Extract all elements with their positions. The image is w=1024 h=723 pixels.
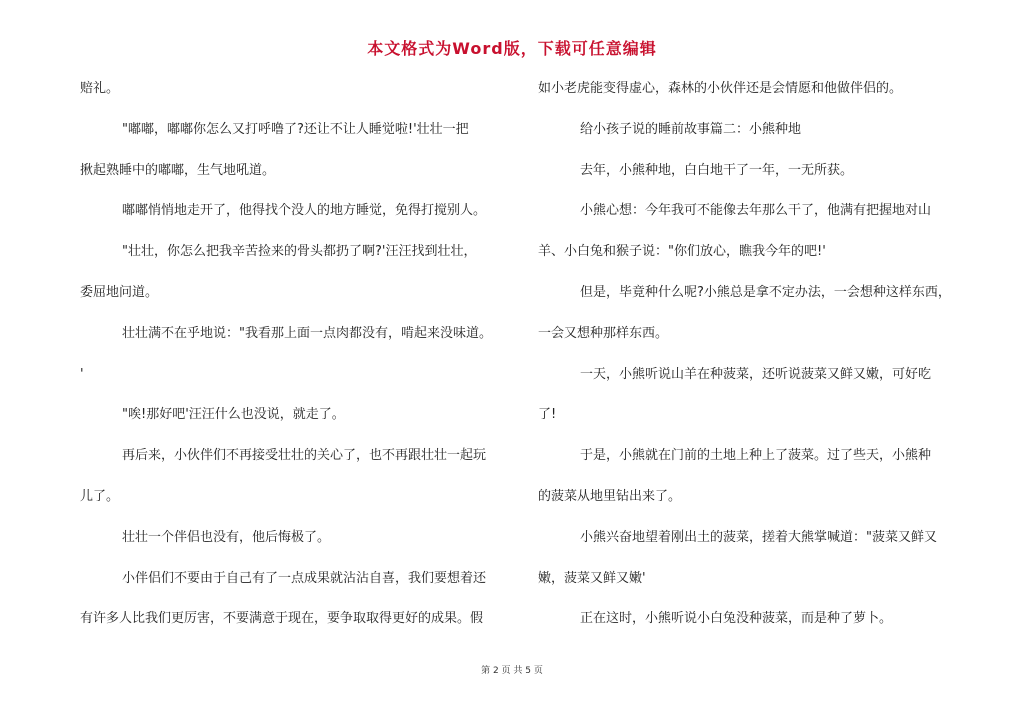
left-column-text-line: 揪起熟睡中的嘟嘟，生气地吼道。 [80, 162, 276, 178]
left-column-text-line: 小伴侣们不要由于自己有了一点成果就沾沾自喜，我们要想着还 [122, 570, 487, 586]
left-column-text-line: 有许多人比我们更厉害，不要满意于现在，要争取取得更好的成果。假 [80, 611, 484, 627]
left-column-text-line: ' [80, 366, 84, 382]
right-column-text-line: 了! [538, 407, 557, 423]
document-header-title: 本文格式为Word版，下载可任意编辑 [367, 39, 657, 58]
left-column-text-line: 儿了。 [80, 489, 120, 504]
right-column-text-line: 于是，小熊就在门前的土地上种上了菠菜。过了些天，小熊种 [580, 448, 932, 464]
right-column-text-line: 羊、小白兔和猴子说："你们放心，瞧我今年的吧!' [538, 244, 826, 260]
right-column-text-line: 去年，小熊种地，白白地干了一年，一无所获。 [580, 162, 854, 178]
page-number-footer: 第 2 页 共 5 页 [481, 666, 543, 676]
left-column-text-line: 壮壮满不在乎地说："我看那上面一点肉都没有，啃起来没味道。 [122, 325, 492, 341]
right-column-text-line: 嫩，菠菜又鲜又嫩' [538, 570, 646, 586]
right-column-text-line: 一天，小熊听说山羊在种菠菜，还听说菠菜又鲜又嫩，可好吃 [580, 366, 932, 382]
left-column-text-line: "唉!那好吧'汪汪什么也没说，就走了。 [122, 407, 345, 423]
right-column-text-line: 给小孩子说的睡前故事篇二：小熊种地 [580, 121, 802, 137]
right-column-text-line: 小熊心想：今年我可不能像去年那么干了，他满有把握地对山 [580, 203, 932, 219]
left-column-text-line: "嘟嘟，嘟嘟你怎么又打呼噜了?还让不让人睡觉啦!'壮壮一把 [122, 121, 469, 137]
right-column-text-line: 的菠菜从地里钻出来了。 [538, 489, 682, 504]
left-column-text-line: 嘟嘟悄悄地走开了，他得找个没人的地方睡觉，免得打搅别人。 [122, 203, 487, 219]
right-column-text-line: 如小老虎能变得虚心，森林的小伙伴还是会情愿和他做伴侣的。 [538, 81, 903, 96]
left-column-text-line: 壮壮一个伴侣也没有，他后悔极了。 [122, 529, 331, 545]
right-column-text-line: 一会又想种那样东西。 [538, 325, 669, 341]
left-column-text-line: 赔礼。 [80, 81, 120, 96]
left-column-text-line: 再后来，小伙伴们不再接受壮壮的关心了，也不再跟壮壮一起玩 [122, 448, 487, 464]
left-column-text-line: 委屈地问道。 [80, 285, 159, 300]
right-column-text-line: 正在这时，小熊听说小白兔没种菠菜，而是种了萝卜。 [580, 611, 893, 627]
right-column-text-line: 小熊兴奋地望着刚出土的菠菜，搓着大熊掌喊道："菠菜又鲜又 [580, 529, 937, 545]
right-column-text-line: 但是，毕竟种什么呢?小熊总是拿不定办法，一会想种这样东西， [580, 285, 951, 300]
left-column-text-line: "壮壮，你怎么把我辛苦捡来的骨头都扔了啊?'汪汪找到壮壮， [122, 244, 477, 260]
